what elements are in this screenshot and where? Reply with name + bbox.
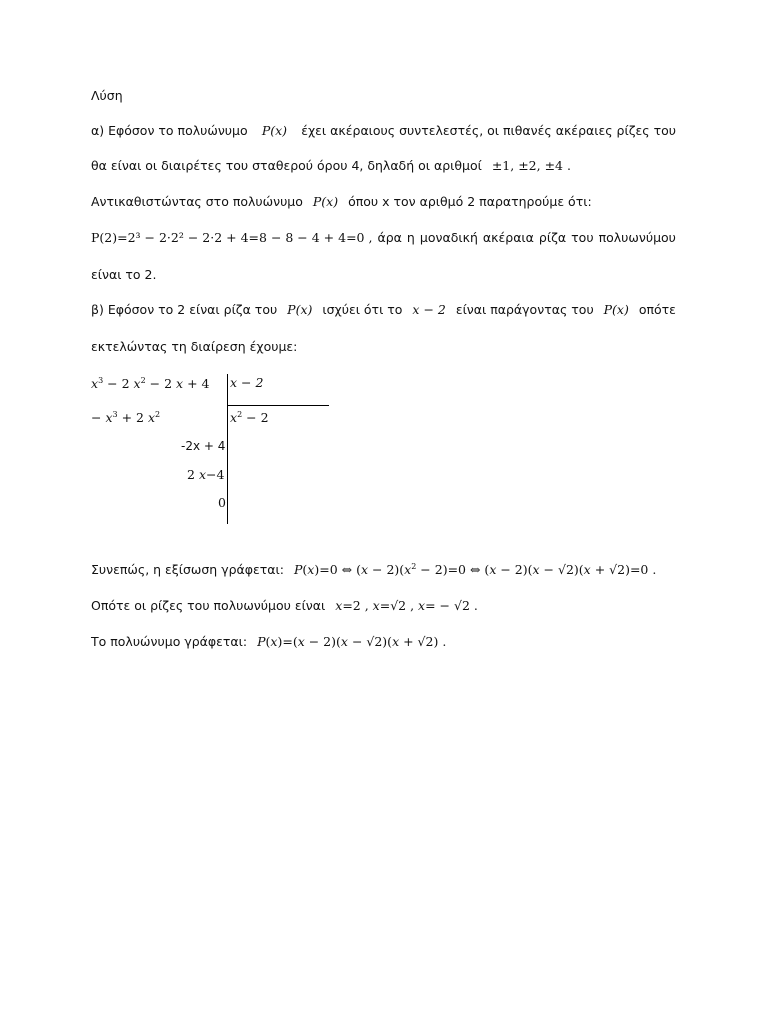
part-a-line-1-pre: α) Εφόσον το πολυώνυμο [91,123,248,138]
part-b-line-2: εκτελώντας τη διαίρεση έχουμε: [91,339,298,354]
roots-line [91,598,478,614]
part-b-text: οπότε [638,302,676,317]
evaluation-word: του [571,230,594,245]
equation-label: Συνεπώς, η εξίσωση γράφεται: [91,562,284,577]
polynomial-symbol: P(x) [312,194,339,209]
part-a-line-3 [91,194,592,210]
roots-label: Οπότε οι ρίζες του πολυωνύμου είναι [91,598,326,613]
part-a-line-3-post: όπου x τον αριθμό 2 παρατηρούμε ότι: [348,194,592,209]
equation-line [91,562,656,578]
factor-expression: x − 2 [412,302,446,317]
final-remainder: 0 [218,495,226,510]
evaluation-word: η [406,230,415,245]
solution-heading: Λύση [91,88,123,103]
part-a-line-5: είναι το 2. [91,267,157,282]
evaluation-word: ρίζα [538,230,567,245]
quotient: $x^2 - 2$ [230,410,269,425]
factored-line [91,634,446,650]
factored-expression: P(x)=(x − 2)(x − √2)(x + √2) . [257,634,447,649]
division-horizontal-rule [227,405,329,406]
first-remainder: -2x + 4 [181,439,226,453]
polynomial-symbol: P(x) [261,123,288,138]
part-b-text: είναι παράγοντας του [455,302,594,317]
part-a-line-3-pre: Αντικαθιστώντας στο πολυώνυμο [91,194,303,209]
part-b-text: ισχύει ότι το [322,302,403,317]
first-subtraction: − $x^3 + 2$ $x^2$ [91,410,161,425]
roots-expression: x=2 , x=√2 , x= − √2 . [335,598,478,613]
evaluation-word: άρα [377,230,402,245]
second-subtraction: 2 x−4 [187,467,225,482]
dividend: $x^3 - 2$ $x^2 - 2$ x + 4 [91,376,210,391]
division-vertical-rule [227,374,228,524]
evaluation-word: πολυωνύμου [598,230,676,245]
evaluation-expression: P(2)=2³ − 2·2² − 2·2 + 4=8 − 8 − 4 + 4=0 , [91,230,373,245]
divisor: x − 2 [230,375,264,390]
factored-label: Το πολυώνυμο γράφεται: [91,634,248,649]
divisors-list: ±1, ±2, ±4 . [491,158,571,173]
part-a-line-1-post: έχει ακέραιους συντελεστές, οι πιθανές ακέραιες ρίζες του [301,123,676,138]
polynomial-symbol: P(x) [287,302,313,317]
evaluation-word: ακέραια [482,230,534,245]
polynomial-symbol: P(x) [603,302,629,317]
part-b-line-1 [91,302,676,318]
part-b-text: β) Εφόσον το 2 είναι ρίζα του [91,302,278,317]
evaluation-line [91,230,676,246]
part-a-line-1 [91,123,676,139]
part-a-line-2-text: θα είναι οι διαιρέτες του σταθερού όρου 4, δηλαδή οι αριθμοί [91,158,482,173]
part-a-line-2 [91,158,571,174]
equation-expression: P(x)=0 ⇔ $(x - 2)(x^2 - 2)=0$ ⇔ (x − 2)(x − √2)(x + √2)=0 . [293,562,657,577]
evaluation-word: μοναδική [419,230,478,245]
